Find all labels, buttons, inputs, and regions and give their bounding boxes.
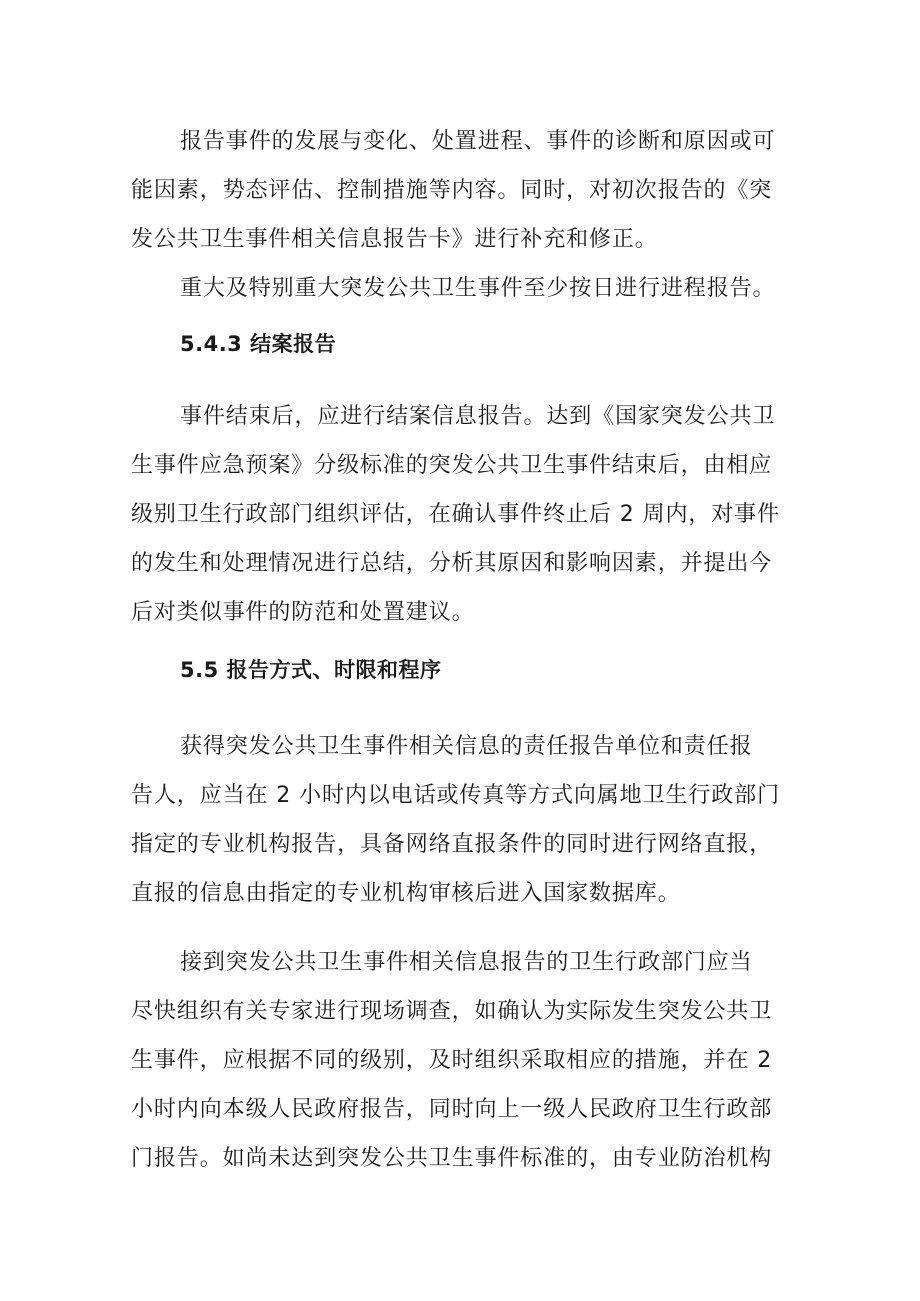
- para5-line-4: 小时内向本级人民政府报告，同时向上一级人民政府卫生行政部: [131, 1097, 773, 1122]
- para3-line-5: 后对类似事件的防范和处置建议。: [131, 600, 475, 625]
- para3-line-3: 级别卫生行政部门组织评估，在确认事件终止后 2 周内，对事件: [131, 502, 780, 527]
- para4-line-3: 指定的专业机构报告，具备网络直报条件的同时进行网络直报，: [131, 832, 773, 857]
- para1-line-3: 发公共卫生事件相关信息报告卡》进行补充和修正。: [131, 227, 658, 252]
- para1-line-1: 报告事件的发展与变化、处置进程、事件的诊断和原因或可: [180, 129, 776, 154]
- para1-line-2: 能因素，势态评估、控制措施等内容。同时，对初次报告的《突: [131, 178, 773, 203]
- para4-line-4: 直报的信息由指定的专业机构审核后进入国家数据库。: [131, 881, 681, 906]
- section-heading-5-5: 5.5 报告方式、时限和程序: [180, 658, 442, 682]
- para2-line-1: 重大及特别重大突发公共卫生事件至少按日进行进程报告。: [180, 276, 776, 301]
- para5-line-2: 尽快组织有关专家进行现场调查，如确认为实际发生突发公共卫: [131, 999, 773, 1024]
- para3-line-2: 生事件应急预案》分级标准的突发公共卫生事件结束后，由相应: [131, 453, 773, 478]
- section-heading-5-4-3: 5.4.3 结案报告: [180, 332, 337, 356]
- para5-line-3: 生事件，应根据不同的级别，及时组织采取相应的措施，并在 2: [131, 1048, 773, 1073]
- para4-line-1: 获得突发公共卫生事件相关信息的责任报告单位和责任报: [180, 734, 753, 759]
- para4-line-2: 告人，应当在 2 小时内以电话或传真等方式向属地卫生行政部门: [131, 783, 780, 808]
- para3-line-1: 事件结束后，应进行结案信息报告。达到《国家突发公共卫: [180, 404, 776, 429]
- para5-line-5: 门报告。如尚未达到突发公共卫生事件标准的，由专业防治机构: [131, 1146, 773, 1171]
- para3-line-4: 的发生和处理情况进行总结，分析其原因和影响因素，并提出今: [131, 551, 773, 576]
- para5-line-1: 接到突发公共卫生事件相关信息报告的卫生行政部门应当: [180, 950, 753, 975]
